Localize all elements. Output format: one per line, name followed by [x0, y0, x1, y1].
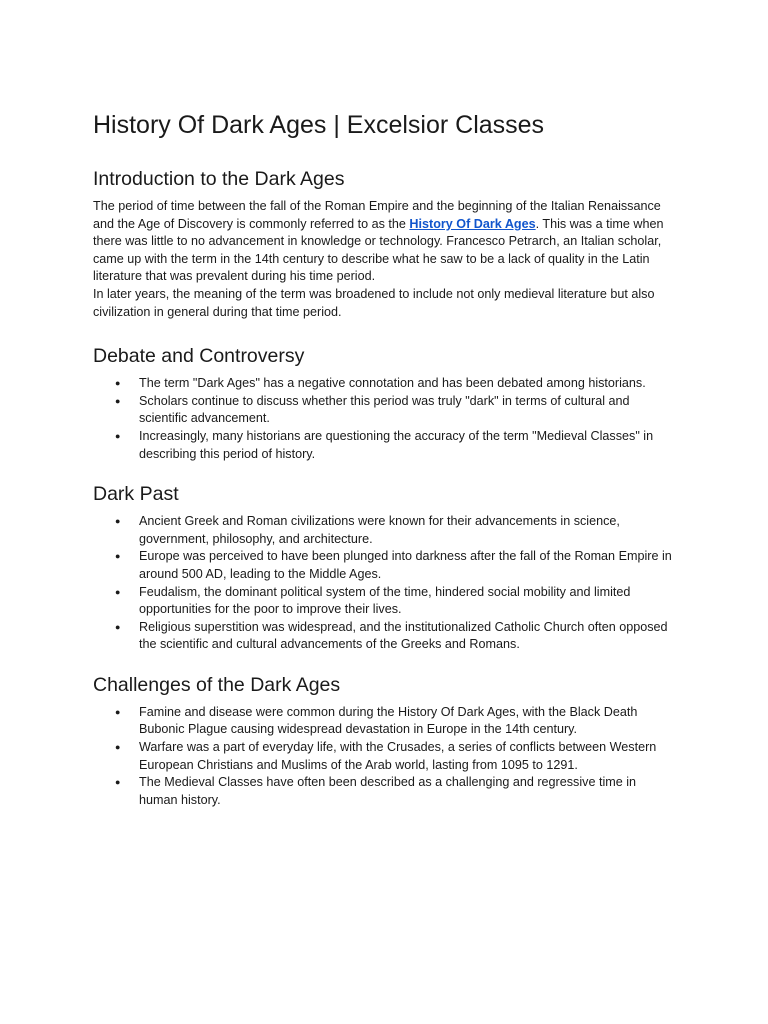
bullet-icon: ●: [115, 516, 121, 527]
intro-text-before-link: The period of time between the fall of the Roman Empire and the beginning of the Italian Renaissance and the Age of Discovery is commonly referred to as the: [93, 199, 661, 231]
bullet-icon: ●: [115, 742, 121, 753]
bullet-icon: ●: [115, 706, 121, 717]
list-item-text: Scholars continue to discuss whether this period was truly "dark" in terms of cultural and scientific advancement.: [139, 393, 630, 426]
section-dark-past: [93, 481, 678, 654]
list-item-text: Warfare was a part of everyday life, with the Crusades, a series of conflicts between Western European Christians and Muslims of the Arab world, lasting from 1095 to 1291.: [139, 740, 657, 772]
list-item: [93, 739, 678, 774]
history-of-dark-ages-link[interactable]: History Of Dark Ages: [409, 216, 536, 231]
list-item: [93, 619, 678, 654]
section-introduction: [93, 166, 678, 321]
dark-past-list: [93, 513, 678, 654]
list-item: [93, 548, 678, 583]
section-heading-dark-past: Dark Past: [93, 483, 179, 506]
section-heading-introduction: Introduction to the Dark Ages: [93, 168, 345, 190]
page-title: History Of Dark Ages | Excelsior Classes: [93, 111, 545, 139]
intro-text-after-link: . This was a time when there was little to no advancement in knowledge or technology. Francesco Petrarch, an Italian scholar, came up with the term in the 14th century to describe what he saw to be a lack of quality in the Latin literature that was prevalent during his time period.: [93, 216, 664, 284]
list-item-text: Ancient Greek and Roman civilizations were known for their advancements in science, government, philosophy, and architecture.: [139, 514, 620, 546]
debate-list: [93, 375, 678, 463]
list-item: [93, 513, 678, 548]
challenges-list: [93, 704, 678, 810]
list-item: [93, 584, 678, 619]
document-page: [93, 108, 678, 827]
list-item-text: Famine and disease were common during the History Of Dark Ages, with the Black Death Bubonic Plague causing widespread devastation in Europe in the 14th century.: [139, 704, 638, 737]
list-item-text: The Medieval Classes have often been described as a challenging and regressive time in human history.: [139, 775, 637, 807]
list-item-text: Increasingly, many historians are questioning the accuracy of the term "Medieval Classes" in describing this period of history.: [139, 428, 654, 461]
section-heading-debate: Debate and Controversy: [93, 345, 305, 368]
section-heading-challenges: Challenges of the Dark Ages: [93, 673, 341, 696]
bullet-icon: ●: [115, 777, 121, 788]
bullet-icon: ●: [115, 395, 121, 406]
bullet-icon: ●: [115, 551, 121, 562]
bullet-icon: ●: [115, 586, 121, 597]
list-item-text: The term "Dark Ages" has a negative connotation and has been debated among historians.: [139, 376, 646, 391]
section-debate: [93, 343, 678, 463]
list-item: [93, 428, 678, 463]
list-item: [93, 774, 678, 809]
bullet-icon: ●: [115, 430, 121, 441]
intro-paragraph-2: In later years, the meaning of the term was broadened to include not only medieval literature but also civilization in general during that time period.: [93, 286, 655, 319]
intro-paragraph-1: [93, 198, 678, 286]
list-item: [93, 375, 678, 393]
list-item: [93, 704, 678, 739]
bullet-icon: ●: [115, 621, 121, 632]
list-item-text: Religious superstition was widespread, and the institutionalized Catholic Church often opposed the scientific and cultural advancements of the Greeks and Romans.: [139, 619, 668, 652]
list-item-text: Europe was perceived to have been plunged into darkness after the fall of the Roman Empire in around 500 AD, leading to the Middle Ages.: [139, 549, 672, 581]
bullet-icon: ●: [115, 378, 121, 389]
list-item-text: Feudalism, the dominant political system of the time, hindered social mobility and limited opportunities for the poor to improve their lives.: [139, 584, 631, 617]
list-item: [93, 393, 678, 428]
section-challenges: [93, 672, 678, 810]
